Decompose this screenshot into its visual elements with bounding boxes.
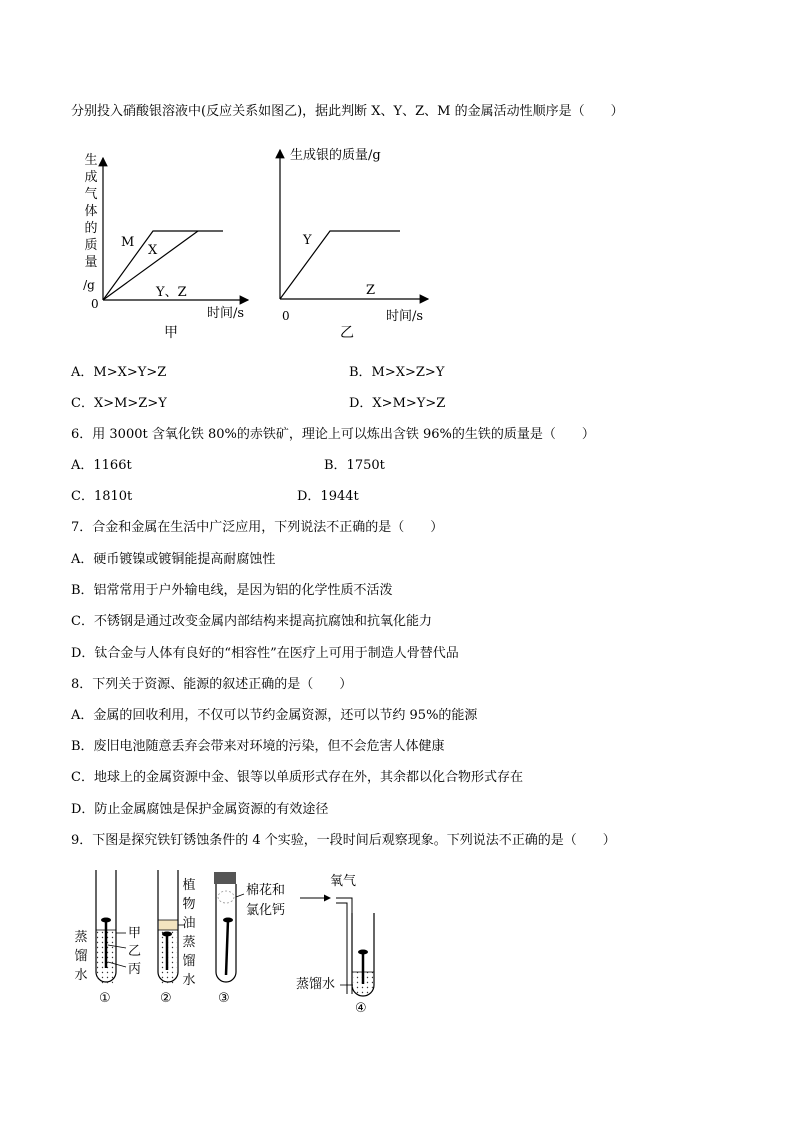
tube1-label-yi: 乙 (128, 944, 142, 959)
q5-option-a: A．M>X>Y>Z (71, 365, 167, 380)
tube2-label: 油 (182, 916, 196, 931)
tube3-number: ③ (218, 991, 230, 1006)
q7-option-d: D．钛合金与人体有良好的“相容性”在医疗上可用于制造人骨替代品 (71, 646, 459, 661)
jia-ylabel-char: 体 (84, 204, 98, 219)
jia-label-yz: Y、Z (156, 285, 187, 300)
yi-label-z: Z (366, 283, 376, 298)
tube1-label-jia: 甲 (128, 926, 142, 941)
q7-stem: 7．合金和金属在生活中广泛应用，下列说法不正确的是（ ） (71, 520, 444, 535)
yi-caption: 乙 (340, 325, 354, 341)
tube3-cotton-label: 棉花和 (246, 883, 286, 898)
jia-label-x: X (148, 243, 158, 258)
q8-option-c: C．地球上的金属资源中金、银等以单质形式存在外，其余都以化合物形式存在 (71, 770, 523, 785)
tube4-number: ④ (355, 1001, 367, 1016)
jia-origin: 0 (91, 297, 99, 311)
q6-option-d: D．1944t (297, 489, 359, 504)
jia-caption: 甲 (164, 325, 178, 341)
yi-origin: 0 (282, 309, 290, 323)
tube2-label: 水 (182, 973, 196, 988)
tube1-water-label: 蒸 (74, 930, 88, 945)
q6-option-c: C．1810t (71, 489, 133, 504)
q8-option-d: D．防止金属腐蚀是保护金属资源的有效途径 (71, 802, 329, 817)
tube2-label: 植 (182, 878, 196, 893)
q9-stem: 9．下图是探究铁钉锈蚀条件的 4 个实验，一段时间后观察现象。下列说法不正确的是（ ） (71, 833, 616, 848)
jia-ylabel-char: 的 (84, 221, 98, 236)
jia-label-m: M (121, 235, 135, 250)
q6-stem: 6．用 3000t 含氧化铁 80%的赤铁矿，理论上可以炼出含铁 96%的生铁的质量是（ ） (71, 427, 595, 442)
q5-stem: 分别投入硝酸银溶液中(反应关系如图乙)，据此判断 X、Y、Z、M 的金属活动性顺序是（ ） (71, 104, 624, 119)
q7-option-b: B．铝常常用于户外输电线，是因为铝的化学性质不活泼 (71, 583, 393, 598)
tube-1 (96, 870, 126, 986)
tube-3 (214, 872, 244, 982)
q5-option-b: B．M>X>Z>Y (349, 365, 445, 380)
tube3-cacl2-label: 氯化钙 (246, 903, 286, 918)
q7-option-a: A．硬币镀镍或镀铜能提高耐腐蚀性 (71, 552, 276, 567)
yi-xlabel: 时间/s (386, 309, 424, 324)
tube2-label: 物 (182, 897, 196, 912)
tube2-label: 蒸 (182, 935, 196, 950)
yi-label-y: Y (303, 233, 312, 248)
tube4-oxygen-label: 氧气 (330, 874, 357, 889)
q5-option-c: C．X>M>Z>Y (71, 396, 167, 411)
tube1-number: ① (99, 991, 111, 1006)
yi-ylabel: 生成银的质量/g (290, 148, 381, 163)
jia-ylabel-char: 气 (84, 187, 98, 202)
jia-xlabel: 时间/s (207, 306, 245, 321)
q8-stem: 8．下列关于资源、能源的叙述正确的是（ ） (71, 677, 353, 692)
tube1-water-label: 馏 (74, 949, 88, 964)
jia-ylabel-char: 成 (84, 170, 98, 185)
q5-option-d: D．X>M>Y>Z (349, 396, 446, 411)
jia-ylabel-char: 质 (84, 238, 98, 253)
jia-ylabel-char: 量 (84, 255, 98, 270)
q6-option-b: B．1750t (324, 458, 385, 473)
tube1-label-bing: 丙 (128, 962, 142, 977)
q8-option-a: A．金属的回收利用，不仅可以节约金属资源，还可以节约 95%的能源 (71, 708, 478, 723)
tube2-number: ② (160, 991, 172, 1006)
jia-ylabel-char: /g (83, 278, 95, 292)
tube1-water-label: 水 (74, 968, 88, 983)
q8-option-b: B．废旧电池随意丢弃会带来对环境的污染，但不会危害人体健康 (71, 739, 445, 754)
jia-ylabel-char: 生 (84, 153, 98, 168)
q6-option-a: A．1166t (71, 458, 132, 473)
q7-option-c: C．不锈钢是通过改变金属内部结构来提高抗腐蚀和抗氧化能力 (71, 614, 432, 629)
tube2-label: 馏 (182, 954, 196, 969)
tube4-water-label: 蒸馏水 (296, 977, 336, 992)
